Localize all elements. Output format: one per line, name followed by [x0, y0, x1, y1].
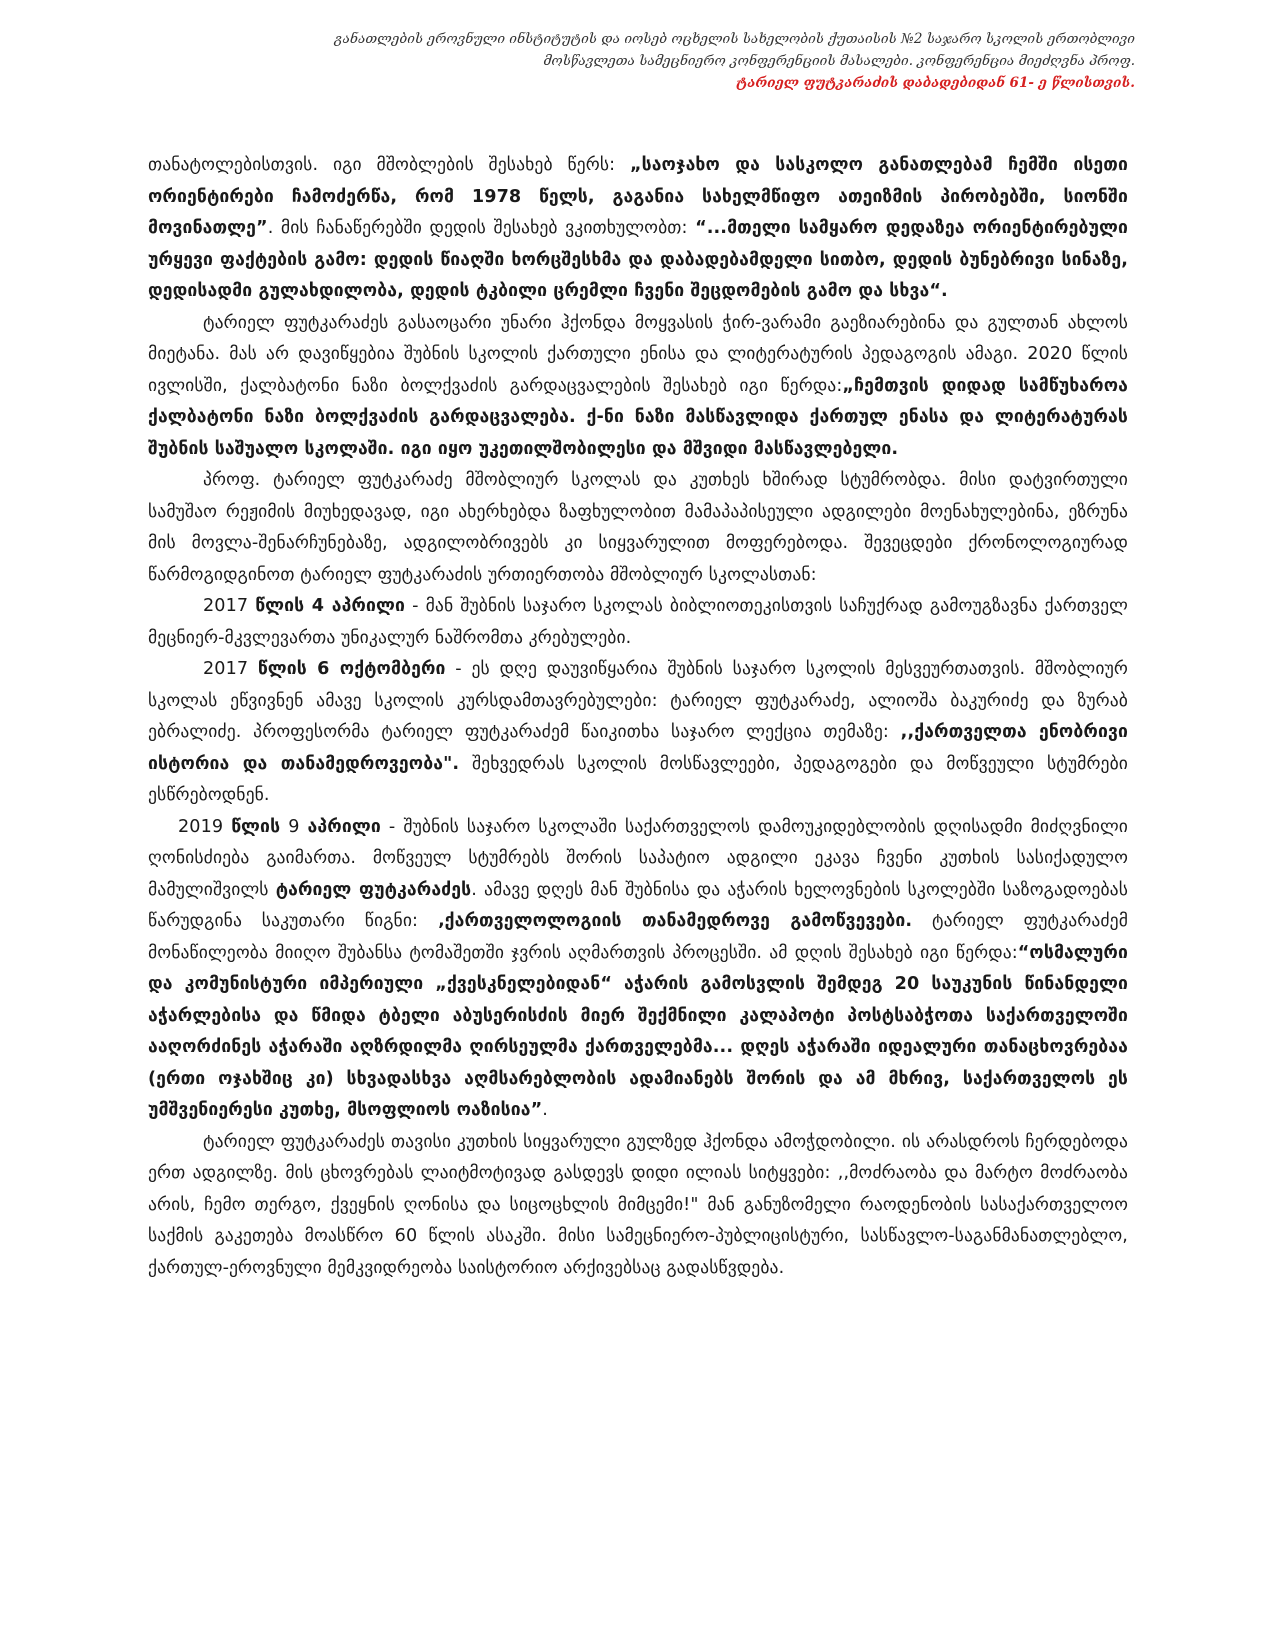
text-run: - ეს დღე დაუვიწყარია შუბნის საჯარო სკოლის მესვეურთათვის. მშობლიურ სკოლას ეწვივნენ ამავე სკოლის კურსდამთავრებულები: ტარიელ ფუტკარაძე, ალიოშა ბაკურიძე და ზურაბ ებრალიძე. პროფესორმა ტარიელ ფუტკარაძემ წაიკითხა საჯარო ლექცია თემაზე:: [148, 659, 1128, 742]
page-header: [135, 28, 1135, 94]
bold-text: „ჩემთვის დიდად სამწუხაროა ქალბატონი ნაზი ბოლქვაძის გარდაცვალება. ქ-ნი ნაზი მასწავლიდა ქართულ ენასა და ლიტერატურას შუბნის საშუალო სკოლაში. იგი იყო უკეთილშობილესი და მშვიდი მასწავლებელი.: [148, 375, 1128, 459]
header-line-1: განათლების ეროვნული ინსტიტუტის და იოსებ ოცხელის სახელობის ქუთაისის №2 საჯარო სკოლის ერთობლივი: [334, 31, 1135, 47]
bold-text: „საოჯახო და სასკოლო განათლებამ ჩემში ისეთი ორიენტირები ჩამოძერწა, რომ 1978 წელს, გაგანია სახელმწიფო ათეიზმის პირობებში, სიონში მოვინათლე”: [148, 155, 1128, 238]
text-run: . ამავე დღეს მან შუბნისა და აჭარის ხელოვნების სკოლებში საზოგადოებას წარუდგინა საკუთარი წიგნი:: [148, 879, 1128, 931]
text-run: პროფ. ტარიელ ფუტკარაძე მშობლიურ სკოლას და კუთხეს ხშირად სტუმრობდა. მისი დატვირთული სამუშაო რეჟიმის მიუხედავად, იგი ახერხებდა ზაფხულობით მამაპაპისეული ადგილები მოენახულებინა, ეზრუნა მის მოვლა-შენარჩუნებაზე, ადგილობრივებს კი სიყვარულით მოფერებოდა. შევეცდები ქრონოლოგიურად წარმოგიდგინოთ ტარიელ ფუტკარაძის ურთიერთობა მშობლიურ სკოლასთან:: [148, 470, 1128, 585]
text-run: 2017: [203, 596, 256, 616]
header-line-2: მოსწავლეთა სამეცნიერო კონფერენციის მასალები. კონფერენცია მიეძღვნა პროფ.: [543, 53, 1135, 69]
bold-text: აპრილი: [307, 816, 381, 837]
bold-text: “ოსმალური და კომუნისტური იმპერიული „ქვესკნელებიდან“ აჭარის გამოსვლის შემდეგ 20 საუკუნის წინანდელი აჭარლებისა და წმიდა ტბელი აბუსერისძის მიერ შექმნილი კალაპოტი პოსტსაბჭოთა საქართველოში ააღორძინეს აჭარაში აღზრდილმა ღირსეულმა ქართველებმა... დღეს აჭარაში იდეალური თანაცხოვრებაა (ერთი ოჯახშიც კი) სხვადასხვა აღმსარებლობის ადამიანებს შორის და ამ მხრივ, საქართველოს ეს უმშვენიერესი კუთხე, მსოფლიოს ოაზისია”: [148, 942, 1128, 1120]
paragraph-6: [148, 812, 1128, 1127]
paragraph-5: [148, 654, 1128, 812]
text-run: . მის ჩანაწერებში დედის შესახებ ვკითხულობთ:: [267, 218, 696, 238]
text-run: თანატოლებისთვის. იგი მშობლების შესახებ წერს:: [148, 155, 630, 175]
text-run: - შუბნის საჯარო სკოლაში საქართველოს დამოუკიდებლობის დღისადმი მიძღვნილი ღონისძიება გაიმართა. მოწვეულ სტუმრებს შორის საპატიო ადგილი ეკავა ჩვენი კუთხის სასიქადულო მამულიშვილს: [148, 816, 1128, 900]
paragraph-1: [148, 150, 1128, 308]
bold-text: წლის 6 ოქტომბერი: [257, 659, 446, 679]
paragraph-4: [148, 591, 1128, 654]
bold-text: წლის 4 აპრილი: [255, 596, 406, 616]
paragraph-3: [148, 465, 1128, 591]
bold-text: “...მთელი სამყარო დედაზეა ორიენტირებული ურყევი ფაქტების გამო: დედის წიაღში ხორცშესხმა და დაბადებამდელი სითბო, დედის ბუნებრივი სინაზე, დედისადმი გულახდილობა, დედის ტკბილი ცრემლი ჩვენი შეცდომების გამო და სხვა“.: [148, 218, 1128, 301]
paragraph-2: [148, 308, 1128, 466]
paragraph-7: [148, 1127, 1128, 1285]
text-run: 2017: [203, 659, 258, 679]
bold-text: ‚ქართველოლოგიის თანამედროვე გამოწვევები.: [437, 911, 913, 931]
text-run: ტარიელ ფუტკარაძეს გასაოცარი უნარი ჰქონდა მოყვასის ჭირ-ვარამი გაეზიარებინა და გულთან ახლოს მიეტანა. მას არ დავიწყებია შუბნის სკოლის ქართული ენისა და ლიტერატურის პედაგოგის ამაგი. 2020 წლის ივლისში, ქალბატონი ნაზი ბოლქვაძის გარდაცვალების შესახებ იგი წერდა:: [148, 312, 1128, 396]
bold-text: წლის: [231, 816, 281, 837]
bold-text: ,,ქართველთა ენობრივი ისტორია და თანამედროვეობა".: [148, 722, 1128, 774]
text-run: 9: [280, 816, 308, 837]
bold-text: ტარიელ ფუტკარაძეს: [275, 879, 472, 900]
text-run: ტარიელ ფუტკარაძემ მონაწილეობა მიიღო შუბანსა ტომაშეთში ჯვრის აღმართვის პროცესში. ამ დღის შესახებ იგი წერდა:: [148, 911, 1128, 963]
document-body: [148, 150, 1128, 1284]
text-run: - მან შუბნის საჯარო სკოლას ბიბლიოთეკისთვის საჩუქრად გამოუგზავნა ქართველ მეცნიერ-მკვლევართა უნიკალურ ნაშრომთა კრებულები.: [148, 596, 1128, 648]
text-run: ტარიელ ფუტკარაძეს თავისი კუთხის სიყვარული გულზედ ჰქონდა ამოჭდობილი. ის არასდროს ჩერდებოდა ერთ ადგილზე. მის ცხოვრებას ლაიტმოტივად გასდევს დიდი ილიას სიტყვები: ,,მოძრაობა და მარტო მოძრაობა არის, ჩემო თერგო, ქვეყნის ღონისა და სიცოცხლის მიმცემი!" მან განუზომელი რაოდენობის სასაქართველოო საქმის გაკეთება მოასწრო 60 წლის ასაკში. მისი სამეცნიერო-პუბლიცისტური, სასწავლო-საგანმანათლებლო, ქართულ-ეროვნული მემკვიდრეობა საისტორიო არქივებსაც გადასწვდება.: [148, 1131, 1128, 1278]
text-run: 2019: [178, 816, 232, 837]
text-run: .: [542, 1100, 548, 1120]
text-run: შეხვედრას სკოლის მოსწავლეები, პედაგოგები და მოწვეული სტუმრები ესწრებოდნენ.: [148, 753, 1128, 805]
header-line-3: ტარიელ ფუტკარაძის დაბადებიდან 61- ე წლისთვის.: [736, 75, 1135, 91]
